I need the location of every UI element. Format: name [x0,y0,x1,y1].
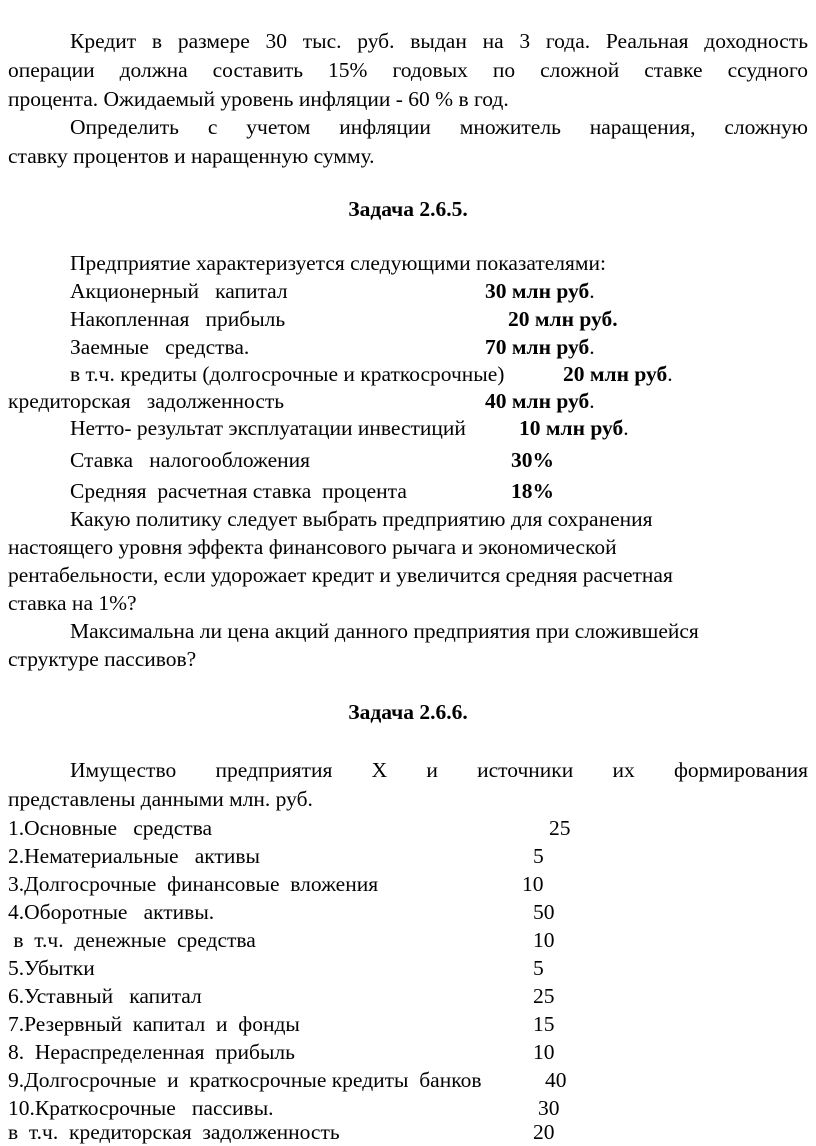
asset-item-label: 10.Краткосрочные пассивы. [8,1096,274,1120]
asset-item-value: 5 [533,844,544,868]
intro-line-4: Определить с учетом инфляции множитель наращения, сложную [70,115,808,139]
indicator-value: 40 млн руб. [485,389,595,413]
asset-item-label: в т.ч. денежные средства [8,928,256,952]
asset-item-label: 5.Убытки [8,956,95,980]
indicator-value: 30 млн руб. [485,279,595,303]
indicator-label: кредиторская задолженность [8,389,285,413]
indicator-value: 70 млн руб. [485,335,595,359]
task1-question-line-3: рентабельности, если удорожает кредит и увеличится средняя расчетная [8,563,673,587]
indicator-value: 18% [511,479,554,503]
task1-question-line-1: Какую политику следует выбрать предприятию для сохранения [70,507,653,531]
asset-item-label: 9.Долгосрочные и краткосрочные кредиты банков [8,1068,482,1092]
intro-line-1: Кредит в размере 30 тыс. руб. выдан на 3 года. Реальная доходность [70,29,808,53]
task1-question-line-6: структуре пассивов? [8,647,197,671]
indicator-value: 10 млн руб. [519,416,629,440]
asset-item-value: 5 [533,956,544,980]
asset-item-value: 30 [538,1096,560,1120]
indicator-label: Акционерный капитал [70,279,288,303]
asset-item-label: 7.Резервный капитал и фонды [8,1012,300,1036]
asset-item-label: 8. Нераспределенная прибыль [8,1040,295,1064]
task-title-2-6-6: Задача 2.6.6. [348,700,468,724]
asset-item-label: 6.Уставный капитал [8,984,202,1008]
asset-item-label: в т.ч. кредиторская задолженность [8,1120,340,1144]
asset-item-value: 25 [533,984,555,1008]
task1-question-line-5: Максимальна ли цена акций данного предприятия при сложившейся [70,619,699,643]
indicator-value: 20 млн руб. [563,362,673,386]
task1-question-line-2: настоящего уровня эффекта финансового рычага и экономической [8,535,617,559]
asset-item-value: 10 [522,872,544,896]
asset-item-label: 1.Основные средства [8,816,213,840]
asset-item-value: 10 [533,928,555,952]
asset-item-value: 15 [533,1012,555,1036]
task1-lead: Предприятие характеризуется следующими показателями: [70,251,606,275]
asset-item-value: 50 [533,900,555,924]
indicator-value: 20 млн руб. [508,307,618,331]
intro-line-5: ставку процентов и наращенную сумму. [8,144,375,168]
indicator-value: 30% [511,448,554,472]
task1-question-line-4: ставка на 1%? [8,591,137,615]
task-title-2-6-5: Задача 2.6.5. [348,197,468,221]
indicator-label: Накопленная прибыль [70,307,286,331]
intro-line-3: процента. Ожидаемый уровень инфляции - 60 % в год. [8,87,509,111]
task2-lead-line-1: Имущество предприятия Х и источники их формирования [70,758,808,782]
asset-item-value: 25 [549,816,571,840]
asset-item-label: 3.Долгосрочные финансовые вложения [8,872,379,896]
indicator-label: Заемные средства. [70,335,250,359]
asset-item-value: 20 [533,1120,555,1144]
indicator-label: Нетто- результат эксплуатации инвестиций [70,416,466,440]
asset-item-value: 40 [545,1068,567,1092]
task2-lead-line-2: представлены данными млн. руб. [8,787,313,811]
intro-line-2: операции должна составить 15% годовых по сложной ставке ссудного [8,58,808,82]
asset-item-value: 10 [533,1040,555,1064]
asset-item-label: 2.Нематериальные активы [8,844,260,868]
indicator-label: Средняя расчетная ставка процента [70,479,407,503]
indicator-label: в т.ч. кредиты (долгосрочные и краткосрочные) [70,362,505,386]
asset-item-label: 4.Оборотные активы. [8,900,215,924]
indicator-label: Ставка налогообложения [70,448,311,472]
